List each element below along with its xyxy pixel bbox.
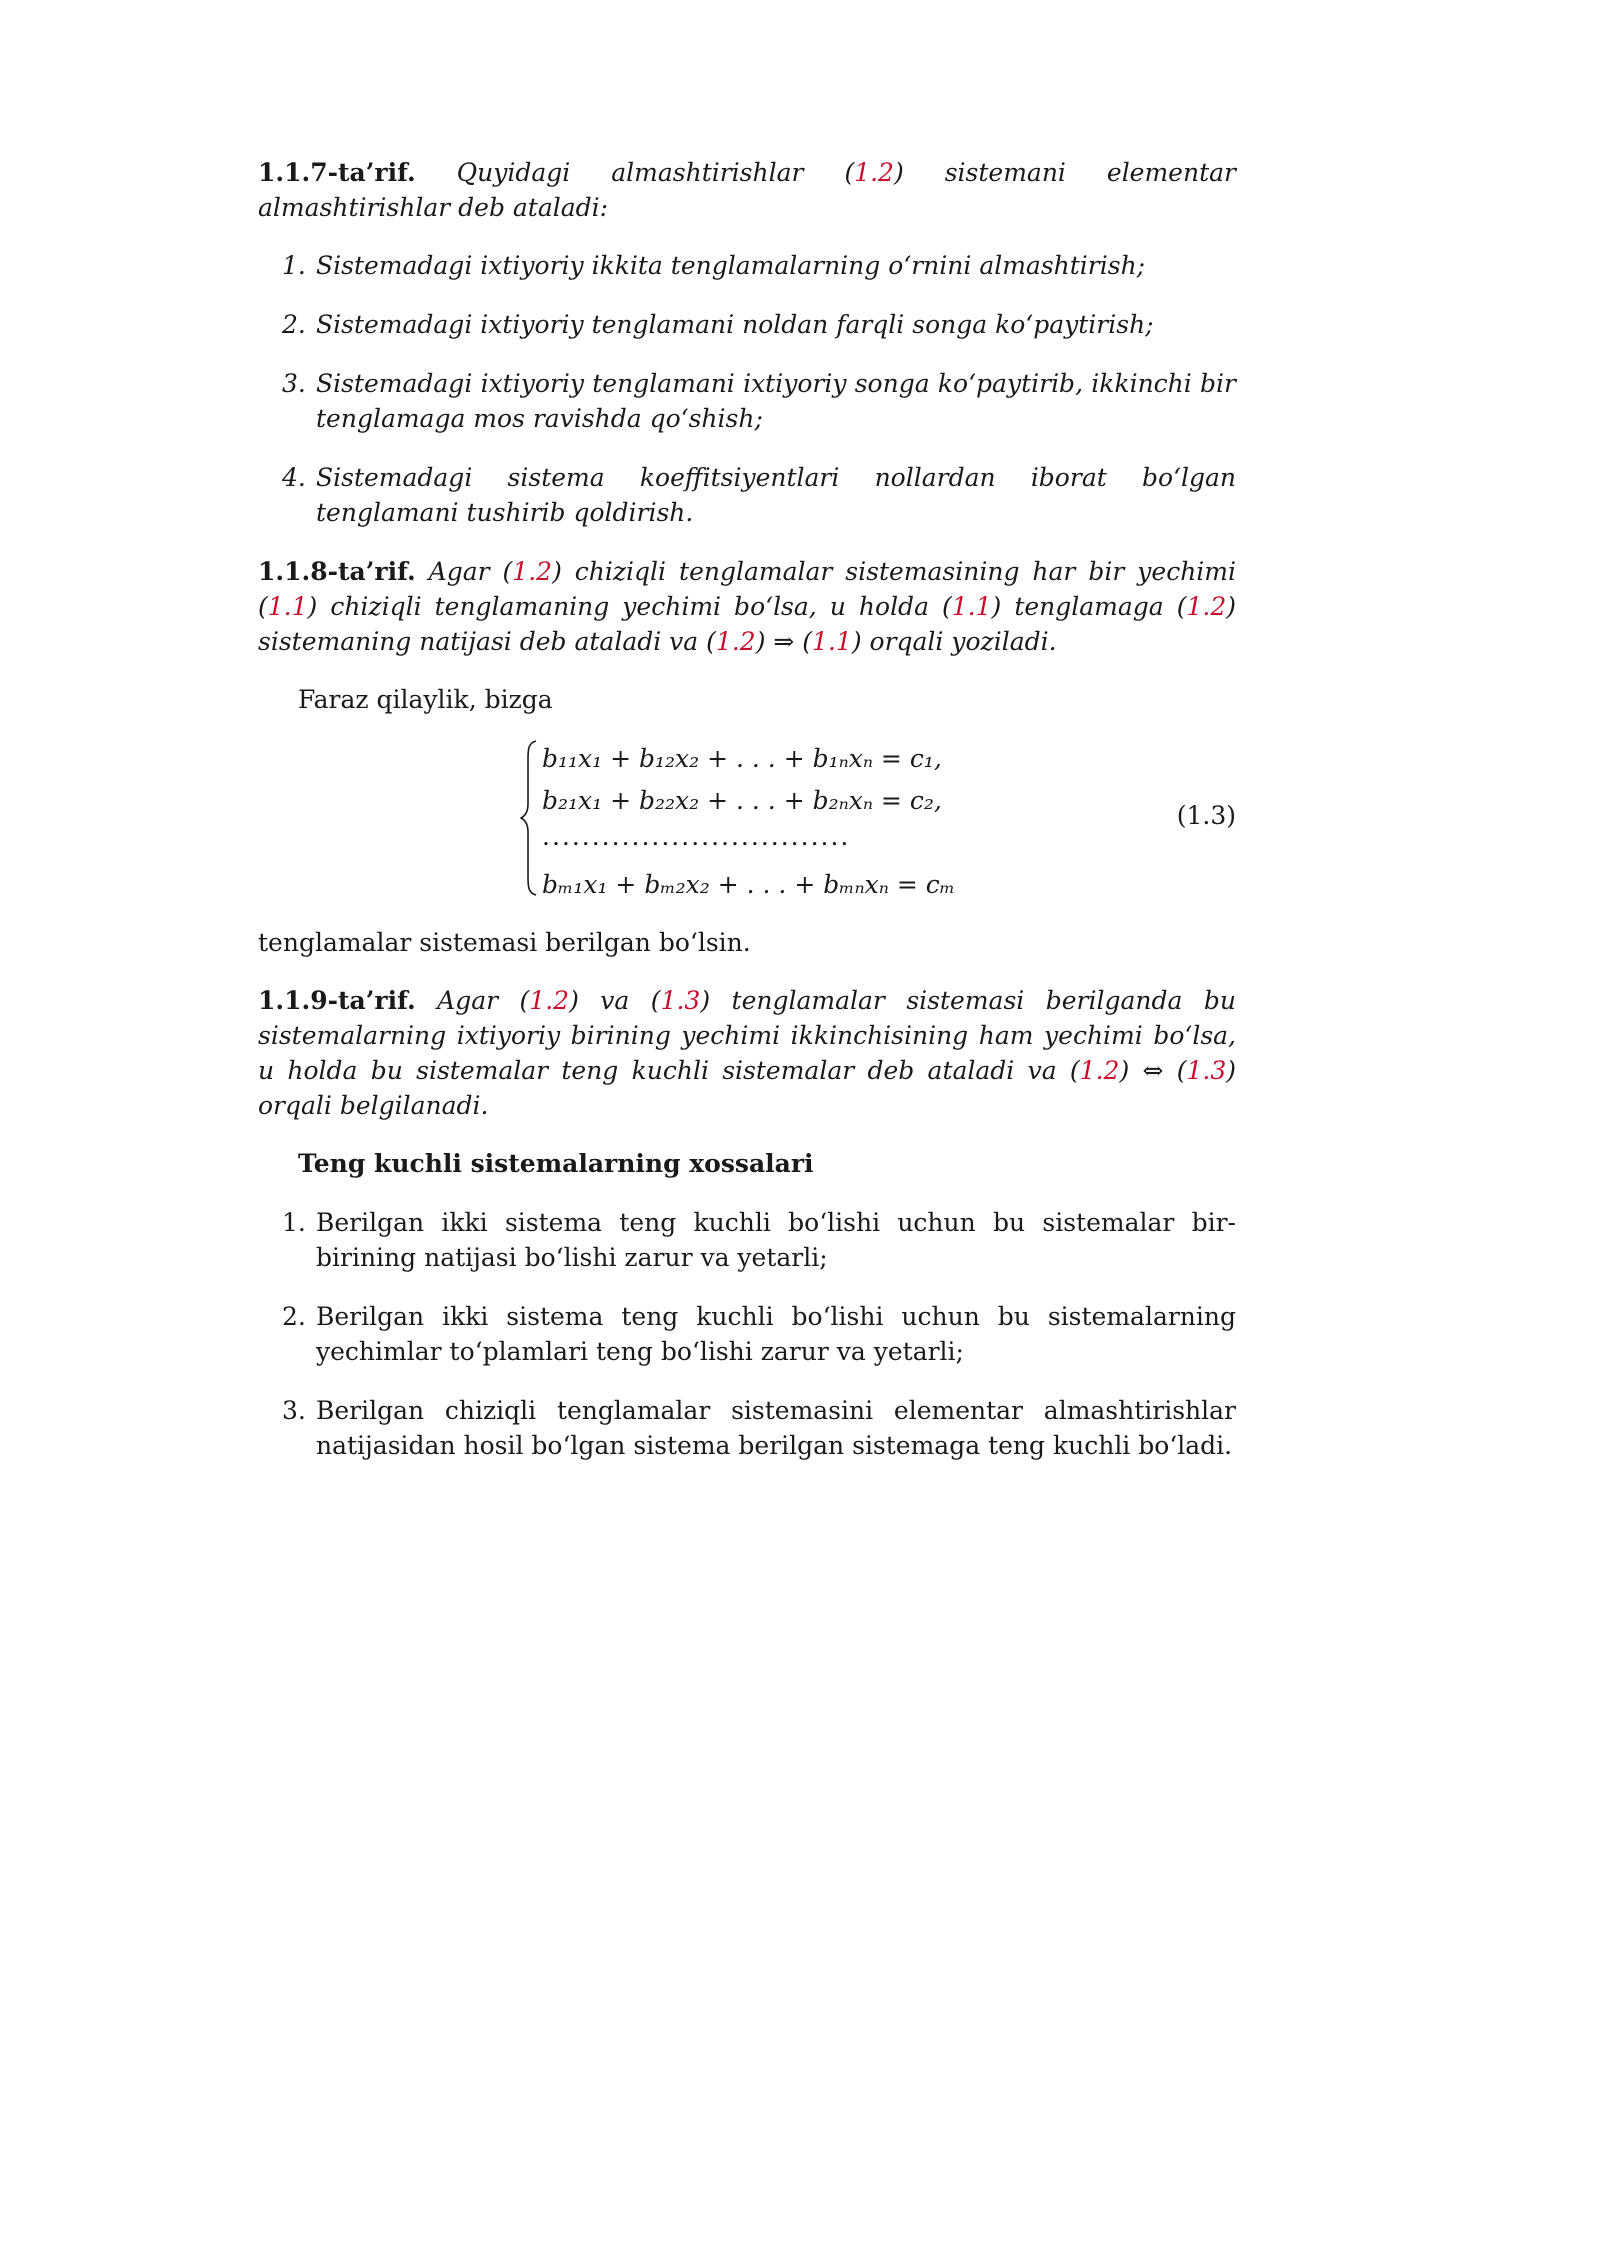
list-item [258,1205,1236,1275]
equation-reference-link[interactable]: 1.2 [512,557,553,586]
equation-reference-link[interactable]: 1.3 [660,986,701,1015]
definition-text: ) sistemani elementar almashtirishlar deb ataladi: [258,158,1236,222]
definition-text: ) va ( [569,986,661,1015]
definition-text: ) orqali belgilanadi. [258,1056,1236,1120]
definition-1-1-9 [258,983,1236,1123]
equation-row: b₁₁x₁ + b₁₂x₂ + . . . + b₁ₙxₙ = c₁, [542,744,942,773]
definition-text: ) tenglamaga ( [991,592,1187,621]
definition-text: ) chiziqli tenglamalar sistemasining har bir yechimi ( [258,557,1236,621]
definition-text: ) ⇒ ( [755,627,813,656]
list-item [258,1393,1236,1463]
definition-text: Agar ( [437,986,530,1015]
equation-reference-link[interactable]: 1.1 [812,627,852,656]
definition-1-1-7 [258,155,1236,225]
list-item-text: Sistemadagi sistema koeffitsiyentlari nollardan iborat bo‘lgan tenglamani tushirib qoldirish. [316,463,1236,527]
list-item-text: Berilgan ikki sistema teng kuchli bo‘lishi uchun bu sistemalar bir-birining natijasi bo‘lishi zarur va yetarli; [316,1208,1236,1272]
elementary-transformations-list [258,248,1236,530]
definition-1-1-8 [258,554,1236,659]
definition-text: Quyidagi almashtirishlar ( [456,158,855,187]
equation-reference-link[interactable]: 1.1 [951,592,992,621]
definition-text: ) tenglamalar sistemasi berilganda bu sistemalarning ixtiyoriy birining yechimi ikkinchisining ham yechimi bo‘lsa, u holda bu sistemalar teng kuchli sistemalar deb ataladi va ( [258,986,1236,1085]
list-number: 2. [282,310,306,339]
equation-reference-link[interactable]: 1.2 [854,158,894,187]
list-number: 1. [282,1208,306,1237]
list-item [258,460,1236,530]
equation-reference-link[interactable]: 1.1 [267,592,308,621]
list-number: 2. [282,1302,306,1331]
definition-text: Agar ( [428,557,513,586]
list-item-text: Sistemadagi ixtiyoriy ikkita tenglamalarning o‘rnini almashtirish; [316,251,1146,280]
equation-reference-link[interactable]: 1.2 [529,986,570,1015]
equation-row: bₘ₁x₁ + bₘ₂x₂ + . . . + bₘₙxₙ = cₘ [542,870,956,899]
list-item-text: Berilgan ikki sistema teng kuchli bo‘lishi uchun bu sistemalarning yechimlar to‘plamlari teng bo‘lishi zarur va yetarli; [316,1302,1236,1366]
list-item [258,1299,1236,1369]
after-equation-paragraph: tenglamalar sistemasi berilgan bo‘lsin. [258,928,751,957]
list-item-text: Berilgan chiziqli tenglamalar sistemasini elementar almashtirishlar natijasidan hosil bo‘lgan sistema berilgan sistemaga teng kuchli bo‘ladi. [316,1396,1236,1460]
definition-text: ) chiziqli tenglamaning yechimi bo‘lsa, u holda ( [307,592,952,621]
equation-reference-link[interactable]: 1.2 [715,627,756,656]
properties-list [258,1205,1236,1463]
list-number: 3. [282,1396,306,1425]
definition-label: 1.1.7-ta’rif. [258,158,416,187]
list-item [258,307,1236,342]
list-number: 3. [282,369,306,398]
definition-text: ) ⇔ ( [1119,1056,1187,1085]
equation-rows [542,738,955,906]
section-heading: Teng kuchli sistemalarning xossalari [298,1149,814,1178]
left-brace-icon [520,740,538,896]
list-item [258,248,1236,283]
equation-reference-link[interactable]: 1.3 [1186,1056,1227,1085]
definition-text: ) sistemaning natijasi deb ataladi va ( [258,592,1237,656]
equation-reference-link[interactable]: 1.2 [1079,1056,1120,1085]
list-item-text: Sistemadagi ixtiyoriy tenglamani ixtiyoriy songa ko‘paytirib, ikkinchi bir tenglamaga mos ravishda qo‘shish; [316,369,1236,433]
equation-number: (1.3) [1176,801,1236,830]
list-item [258,366,1236,436]
definition-label: 1.1.8-ta’rif. [258,557,416,586]
definition-text: ) orqali yoziladi. [851,627,1057,656]
equation-reference-link[interactable]: 1.2 [1186,592,1227,621]
intro-paragraph: Faraz qilaylik, bizga [298,685,553,714]
equation-row: b₂₁x₁ + b₂₂x₂ + . . . + b₂ₙxₙ = c₂, [542,786,942,815]
list-number: 1. [282,251,306,280]
equation-ellipsis-row: ............................... [542,822,851,851]
page-content [258,155,1236,1487]
definition-label: 1.1.9-ta’rif. [258,986,416,1015]
equation-system [258,736,1236,911]
list-number: 4. [282,463,306,492]
list-item-text: Sistemadagi ixtiyoriy tenglamani noldan farqli songa ko‘paytirish; [316,310,1154,339]
